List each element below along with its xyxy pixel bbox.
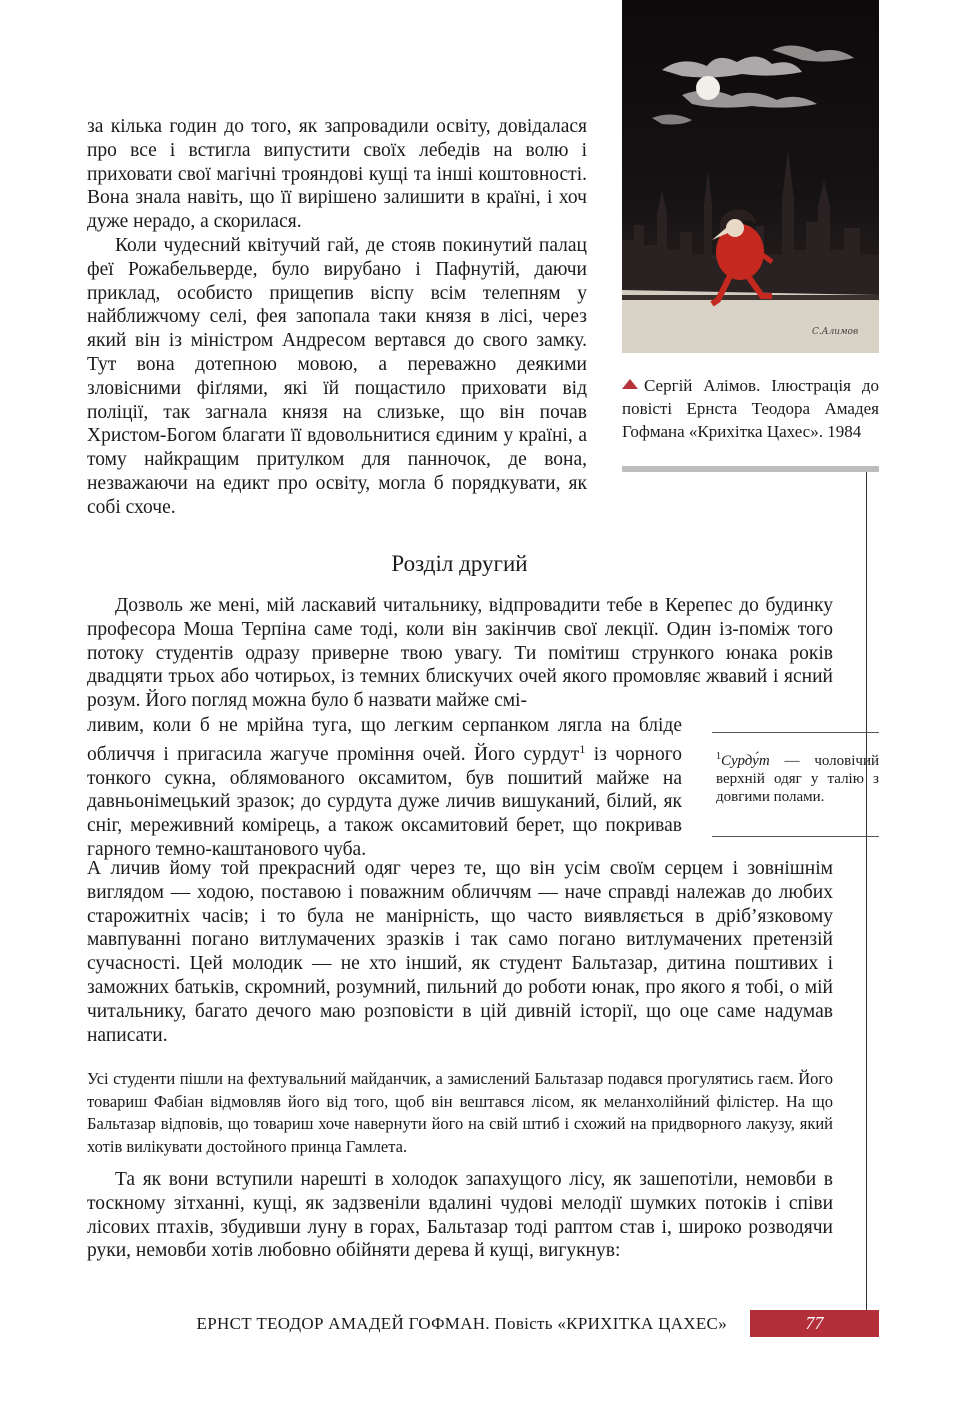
chapter-heading: Розділ другий <box>391 551 528 576</box>
paragraph: Та як вони вступили нарешті в холодок запахущого лісу, як зашепотіли, немовби в тоскному зітханні, кущі, як задзвеніли вдалині чудові мелодії шумких потоків і співи лісових птахів, збудивши луну в горах, Бальтазар тоді раптом став і, широко розводячи руки, немовби хотів любовно обійняти дерева й кущі, вигукнув: <box>87 1169 833 1262</box>
illustration-caption <box>622 374 879 443</box>
footnote-reference[interactable]: 1 <box>579 741 586 756</box>
footnote-mark: 1 <box>716 751 721 762</box>
footnote-text: — чоловічий верхній одяг у талію з довгими полами. <box>716 753 879 805</box>
paragraph: А личив йому той прекрасний одяг через те, що він усім своїм серцем і зовнішнім виглядом — ходою, поставою і поважним обличчям — наче справді належав до любих старожитніх часів; і то була не манірність, що часто виявляється в дріб’язковому мавпуванні погано витлумачених зразків і так само погано витлумачених претензій сучасності. Цей молодик — не хто інший, як студент Бальтазар, дитина поштивих і заможних батьків, скромний, розумний, пильний до роботи юнак, про якого я тобі, о мій читальнику, багато дечого маю розповісти в цій дивній історії, що оце саме надумав написати. <box>87 858 833 1046</box>
illustration <box>622 0 879 353</box>
page-number: 77 <box>750 1310 879 1337</box>
paragraph-text: із чорного тонкого сукна, облямованого оксамитом, був пошитий майже на давньонімецький зразок; до сурдута дуже личив вишуканий, білий, як сніг, мереживний комірець, а також оксамитовий берет, що покривав гарного темно-каштанового чуба. <box>87 743 682 860</box>
text-column-top <box>87 115 587 520</box>
footnote-term: Сурду́т <box>721 753 770 769</box>
moon-shape <box>696 76 720 100</box>
paragraph: Коли чудесний квітучий гай, де стояв покинутий палац феї Рожабельверде, було вирубано і Пафнутій, даючи приклад, особисто прищепив віспу всім телепням у найближчому селі, фея запопала таки князя в лісі, через який він із міністром Андресом вертався до свого замку. Тут вона дотепною мовою, а переважно деякими зловісними фіґлями, які їй пощастило приховати від поліції, так загнала князя на слизьке, що він почав Христом-Богом благати її вдовольнитися єдиним у країні, а тому найкращим притулком для панночок, де вона, незважаючи на едикт про освіту, могла б порядкувати, як собі схоче. <box>87 234 587 518</box>
margin-rule <box>866 472 867 1310</box>
paragraph-narrow <box>87 714 682 862</box>
footnote-rule-bottom <box>712 836 879 837</box>
footnote-rule-top <box>712 732 879 733</box>
caption-text: Сергій Алімов. Ілюстрація до повісті Ернста Теодора Амадея Гофмана «Крихітка Цахес». 1984 <box>622 376 879 441</box>
footnote <box>716 748 879 806</box>
paragraph-text: ливим, коли б не мрійна туга, що легким серпанком лягла на бліде обличчя і пригасила жагуче проміння очей. Його сурдут <box>87 715 682 765</box>
caption-divider <box>622 466 879 472</box>
artist-signature: С.Алимов <box>812 327 859 337</box>
illustration-artwork <box>622 0 879 353</box>
summary-paragraph: Усі студенти пішли на фехтувальний майданчик, а замислений Бальтазар подався прогулятись гаєм. Його товариш Фабіан відмовляв його від того, щоб він вештався лісом, як меланхолійний філістер. На що Бальтазар відповів, що товариш хоче навернути його на свій штиб і схожий на придворного лакузу, який хотів вилікувати достойного принца Гамлета. <box>87 1069 833 1156</box>
triangle-up-icon <box>622 379 638 389</box>
paragraph: за кілька годин до того, як запровадили освіту, довідалася про все і встигла випустити своїх лебедів на волю і приховати свої магічні трояндові кущі та інші коштовності. Вона знала навіть, що її вирішено залишити в країні, і хоч дуже нерадо, а скорилася. <box>87 116 587 233</box>
paragraph: Дозволь же мені, мій ласкавий читальнику, відпровадити тебе в Керепес до будинку професора Моша Терпіна саме тоді, коли він закінчив свої лекції. Один із-поміж того потоку студентів одразу приверне твою увагу. Ти помітиш стрункого юнака років двадцяти трьох або чотирьох, із темних блискучих очей якого промовляє жвавий і ясний розум. Його погляд можна було б назвати майже смі- <box>87 595 833 712</box>
running-footer: ЕРНСТ ТЕОДОР АМАДЕЙ ГОФМАН. Повість «КРИХІТКА ЦАХЕС» <box>196 1314 727 1333</box>
